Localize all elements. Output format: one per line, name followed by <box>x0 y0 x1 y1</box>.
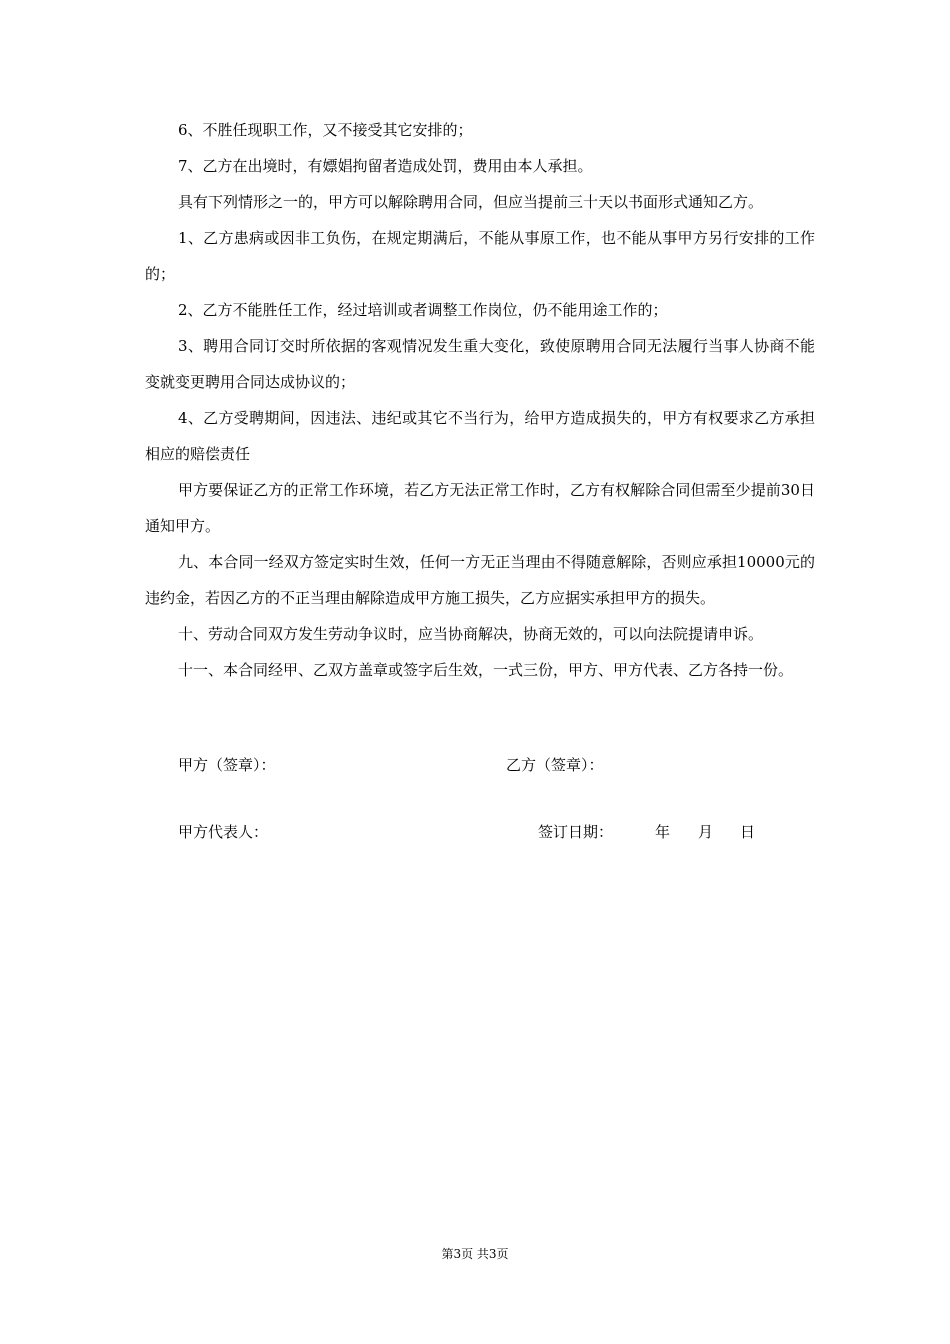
clause-7: 7、乙方在出境时，有嫖娼拘留者造成处罚，费用由本人承担。 <box>178 157 593 175</box>
termination-intro: 具有下列情形之一的，甲方可以解除聘用合同，但应当提前三十天以书面形式通知乙方。 <box>178 193 764 211</box>
termination-item-2: 2、乙方不能胜任工作，经过培训或者调整工作岗位，仍不能用途工作的； <box>178 301 668 319</box>
party-a-representative-label: 甲方代表人： <box>178 823 269 841</box>
work-environment-clause: 甲方要保证乙方的正常工作环境，若乙方无法正常工作时，乙方有权解除合同但需至少提前30日通知甲方。 <box>145 481 815 535</box>
termination-item-3: 3、聘用合同订交时所依据的客观情况发生重大变化，致使原聘用合同无法履行当事人协商不能变就变更聘用合同达成协议的； <box>145 337 815 391</box>
party-b-signature-label: 乙方（签章）： <box>506 756 604 774</box>
date-month: 月 <box>698 823 714 841</box>
date-day: 日 <box>740 823 756 841</box>
termination-item-1: 1、乙方患病或因非工负伤，在规定期满后，不能从事原工作，也不能从事甲方另行安排的工作的； <box>145 229 815 283</box>
clause-eleven: 十一、本合同经甲、乙双方盖章或签字后生效，一式三份，甲方、甲方代表、乙方各持一份。 <box>178 661 794 679</box>
clause-6: 6、不胜任现职工作，又不接受其它安排的； <box>178 121 473 139</box>
clause-nine: 九、本合同一经双方签定实时生效，任何一方无正当理由不得随意解除，否则应承担10000元的违约金，若因乙方的不正当理由解除造成甲方施工损失，乙方应据实承担甲方的损失。 <box>145 553 815 607</box>
sign-date-label: 签订日期： <box>538 823 614 841</box>
sign-date-fields <box>655 822 755 842</box>
contract-body <box>145 112 815 688</box>
date-year: 年 <box>655 823 671 841</box>
clause-ten: 十、劳动合同双方发生劳动争议时，应当协商解决，协商无效的，可以向法院提请申诉。 <box>178 625 764 643</box>
termination-item-4: 4、乙方受聘期间，因违法、违纪或其它不当行为，给甲方造成损失的，甲方有权要求乙方承担相应的赔偿责任 <box>145 409 815 463</box>
party-a-signature-label: 甲方（签章）： <box>178 756 276 774</box>
page-number-footer: 第3页 共3页 <box>441 1247 509 1261</box>
